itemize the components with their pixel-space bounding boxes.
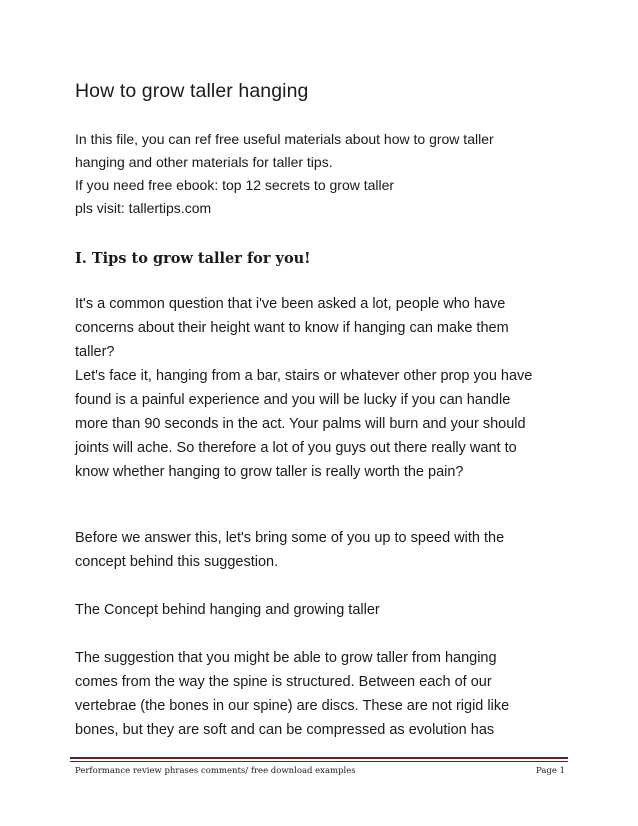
footer-text: Performance review phrases comments/ free download examples <box>75 766 356 776</box>
paragraph-line: taller? <box>75 344 115 360</box>
intro-line: pls visit: tallertips.com <box>75 200 212 216</box>
paragraph-line: The suggestion that you might be able to grow taller from hanging <box>75 650 497 666</box>
paragraph-line: concerns about their height want to know if hanging can make them <box>75 320 509 336</box>
paragraph-line: vertebrae (the bones in our spine) are discs. These are not rigid like <box>75 698 510 714</box>
paragraph-line: found is a painful experience and you will be lucky if you can handle <box>75 392 511 408</box>
paragraph-line: It's a common question that i've been asked a lot, people who have <box>75 296 506 312</box>
paragraph-1 <box>75 292 575 364</box>
paragraph-line: The Concept behind hanging and growing taller <box>75 602 380 618</box>
intro-line: In this file, you can ref free useful materials about how to grow taller <box>75 131 494 147</box>
page-number: Page 1 <box>536 766 565 776</box>
intro-paragraph <box>75 128 575 220</box>
intro-line: hanging and other materials for taller tips. <box>75 154 333 170</box>
paragraph-line: Let's face it, hanging from a bar, stairs or whatever other prop you have <box>75 368 533 384</box>
paragraph-line: bones, but they are soft and can be compressed as evolution has <box>75 722 495 738</box>
footer-divider <box>70 757 568 759</box>
paragraph-line: Before we answer this, let's bring some of you up to speed with the <box>75 530 505 546</box>
paragraph-2 <box>75 364 575 484</box>
paragraph-4 <box>75 598 575 622</box>
paragraph-line: know whether hanging to grow taller is really worth the pain? <box>75 464 464 480</box>
paragraph-3 <box>75 526 575 574</box>
intro-line: If you need free ebook: top 12 secrets to grow taller <box>75 177 395 193</box>
paragraph-line: more than 90 seconds in the act. Your palms will burn and your should <box>75 416 526 432</box>
page-title: How to grow taller hanging <box>75 80 309 102</box>
paragraph-line: concept behind this suggestion. <box>75 554 279 570</box>
footer-divider-thin <box>70 761 568 762</box>
paragraph-line: joints will ache. So therefore a lot of you guys out there really want to <box>75 440 517 456</box>
paragraph-5 <box>75 646 575 742</box>
section-heading: I. Tips to grow taller for you! <box>75 250 311 267</box>
paragraph-line: comes from the way the spine is structured. Between each of our <box>75 674 492 690</box>
